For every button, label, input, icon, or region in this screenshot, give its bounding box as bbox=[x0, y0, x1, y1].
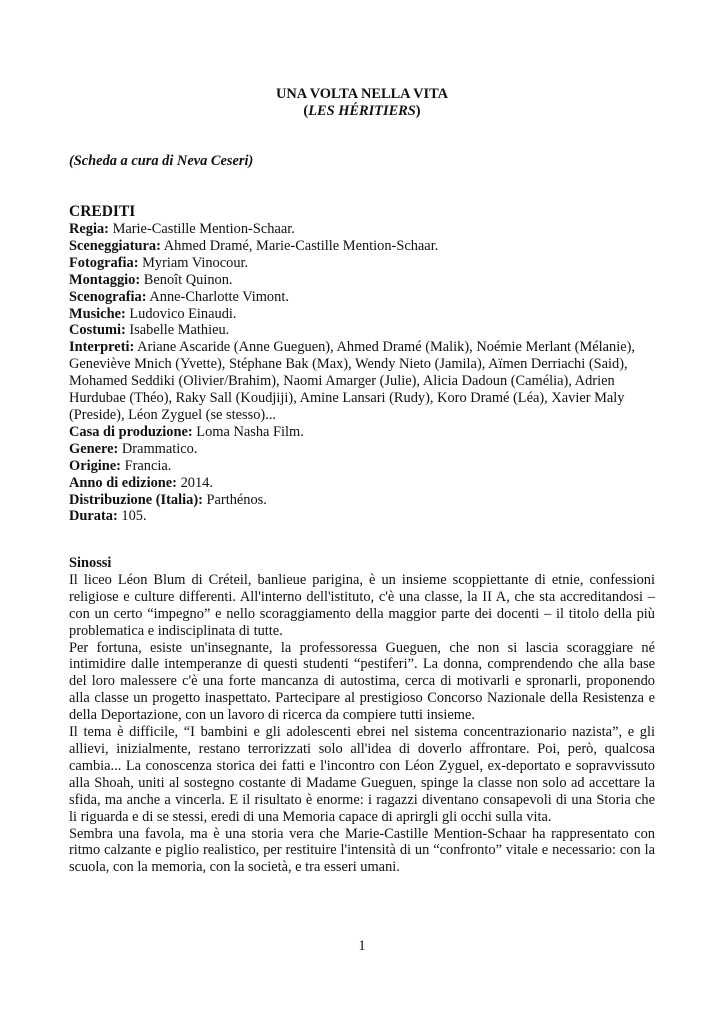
credit-interpreti bbox=[69, 339, 659, 424]
original-title-line bbox=[0, 103, 724, 120]
credit-value: Loma Nasha Film. bbox=[196, 423, 304, 440]
credit-musiche bbox=[69, 306, 659, 323]
credit-regia bbox=[69, 221, 659, 238]
credit-genere bbox=[69, 441, 659, 458]
credit-anno-di-edizione bbox=[69, 475, 659, 492]
credits-heading: CREDITI bbox=[69, 203, 136, 220]
credit-value: Ludovico Einaudi. bbox=[129, 305, 237, 322]
credit-origine bbox=[69, 458, 659, 475]
credit-value: Myriam Vinocour. bbox=[142, 254, 249, 271]
credit-value: 2014. bbox=[180, 474, 213, 491]
credit-value: Benoît Quinon. bbox=[143, 271, 233, 288]
credit-label: Interpreti: bbox=[69, 339, 135, 356]
synopsis-paragraph: Il liceo Léon Blum di Créteil, banlieue parigina, è un insieme scoppiettante di etnie, confessioni religiose e culture differenti. All'interno dell'istituto, c'è una classe, la II A, che sta accreditandosi – con un certo “impegno” e nello scoraggiamento della maggior parte dei docenti – il titolo della più problematica e indisciplinata di tutte. bbox=[69, 571, 655, 639]
credit-label: Scenografia: bbox=[69, 288, 147, 305]
credit-sceneggiatura bbox=[69, 238, 659, 255]
credit-label: Casa di produzione: bbox=[69, 423, 193, 440]
title-block bbox=[0, 86, 724, 120]
document-title: UNA VOLTA NELLA VITA bbox=[275, 86, 449, 102]
credit-label: Musiche: bbox=[69, 305, 126, 322]
synopsis-paragraph: Sembra una favola, ma è una storia vera che Marie-Castille Mention-Schaar ha rappresentato con ritmo calzante e piglio realistico, per restituire l'intensità di un “confronto” vitale e necessario: con la scuola, con la memoria, con la società, e tra esseri umani. bbox=[69, 825, 655, 876]
credit-value: Drammatico. bbox=[121, 440, 198, 457]
credit-value: Marie-Castille Mention-Schaar. bbox=[112, 221, 295, 237]
credit-label: Distribuzione (Italia): bbox=[69, 491, 203, 508]
credit-value: Parthénos. bbox=[206, 491, 267, 508]
credit-label: Durata: bbox=[69, 508, 118, 525]
synopsis-heading: Sinossi bbox=[69, 555, 112, 571]
original-title: LES HÉRITIERS bbox=[308, 103, 416, 119]
credits-section bbox=[69, 203, 659, 525]
credit-label: Fotografia: bbox=[69, 254, 139, 271]
credit-casa-di-produzione bbox=[69, 424, 659, 441]
credit-label: Origine: bbox=[69, 457, 121, 474]
credit-value: 105. bbox=[121, 508, 147, 525]
credit-value: Francia. bbox=[124, 457, 172, 474]
original-title-open-paren: ( bbox=[303, 103, 309, 119]
credit-value: Anne-Charlotte Vimont. bbox=[149, 288, 289, 305]
credit-value: Ahmed Dramé, Marie-Castille Mention-Schaar. bbox=[163, 237, 439, 254]
credit-durata bbox=[69, 508, 659, 525]
curator-note: (Scheda a cura di Neva Ceseri) bbox=[69, 153, 254, 169]
credit-scenografia bbox=[69, 289, 659, 306]
credit-montaggio bbox=[69, 272, 659, 289]
original-title-close-paren: ) bbox=[415, 103, 421, 119]
credit-value: Ariane Ascaride (Anne Gueguen), Ahmed Dramé (Malik), Noémie Merlant (Mélanie), Geneviève Mnich (Yvette), Stéphane Bak (Max), Wendy Nieto (Jamila), Aïmen Derriachi (Said), Mohamed Seddiki (Olivier/Brahim), Naomi Amarger (Julie), Alicia Dadoun (Camélia), Adrien Hurdubae (Théo), Raky Sall (Koudjiji), Amine Lansari (Rudy), Koro Dramé (Léa), Xavier Maly (Preside), Léon Zyguel (se stesso)... bbox=[69, 339, 635, 423]
credit-label: Anno di edizione: bbox=[69, 474, 177, 491]
credit-costumi bbox=[69, 322, 659, 339]
credit-value: Isabelle Mathieu. bbox=[129, 322, 230, 339]
credit-distribuzione bbox=[69, 492, 659, 509]
credit-label: Sceneggiatura: bbox=[69, 237, 161, 254]
credit-label: Costumi: bbox=[69, 322, 126, 339]
synopsis-paragraph: Per fortuna, esiste un'insegnante, la professoressa Gueguen, che non si lascia scoraggiare né intimidire dalle intemperanze di questi studenti “pestiferi”. La donna, comprendendo che alla base del loro malessere c'è una forte mancanza di autostima, cerca di motivarli e spronarli, proponendo alla classe un progetto inaspettato. Partecipare al prestigioso Concorso Nazionale della Resistenza e della Deportazione, con un lavoro di ricerca da compiere tutti insieme. bbox=[69, 639, 655, 724]
credit-fotografia bbox=[69, 255, 659, 272]
credit-label: Montaggio: bbox=[69, 271, 141, 288]
synopsis-section bbox=[69, 555, 655, 876]
credit-label: Regia: bbox=[69, 221, 109, 237]
credit-label: Genere: bbox=[69, 440, 119, 457]
synopsis-paragraph: Il tema è difficile, “I bambini e gli adolescenti ebrei nel sistema concentrazionario nazista”, e gli allievi, inizialmente, restano terrorizzati solo all'idea di doverlo affrontare. Poi, però, qualcosa cambia... La conoscenza storica dei fatti e l'incontro con Léon Zyguel, ex-deportato e sopravvissuto alla Shoah, uniti al sostegno costante di Madame Gueguen, spinge la classe non solo ad accettare la sfida, ma anche a vincerla. E il risultato è enorme: i ragazzi diventano consapevoli di una Storia che li riguarda e di se stessi, eredi di una Memoria capace di aprirgli gli occhi sulla vita. bbox=[69, 724, 655, 825]
page-number: 1 bbox=[358, 938, 366, 954]
